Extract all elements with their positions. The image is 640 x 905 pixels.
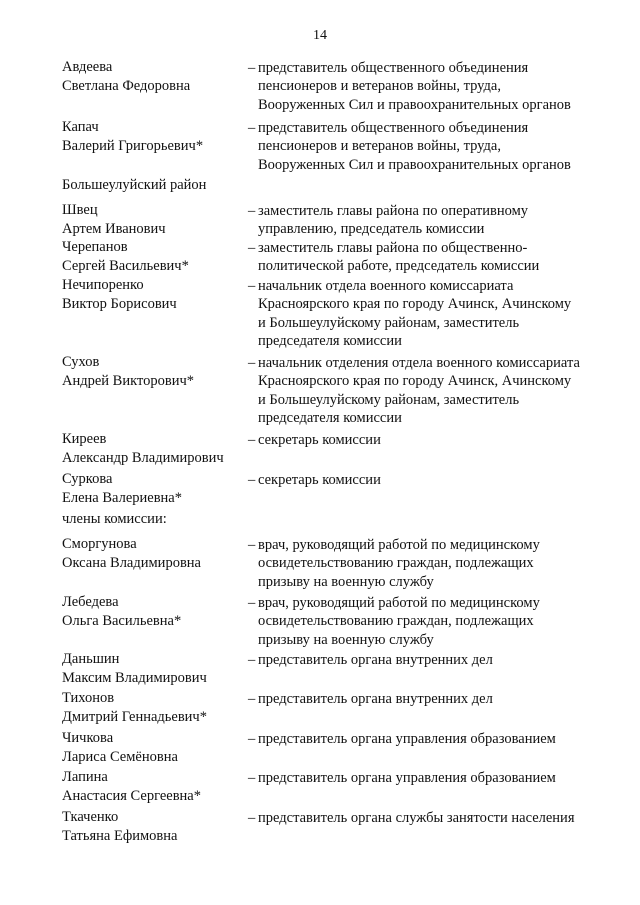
member-name: Сморгунова Оксана Владимировна (62, 536, 201, 571)
member-name: Авдеева Светлана Федоровна (62, 59, 191, 94)
member-role: – представитель органа управления образованием (248, 731, 556, 747)
member-name: Капач Валерий Григорьевич* (62, 119, 204, 154)
member-name: Даньшин Максим Владимирович (62, 651, 207, 686)
member-role: – представитель органа внутренних дел (248, 652, 493, 668)
member-name: Лапина Анастасия Сергеевна* (62, 769, 201, 804)
member-name: Киреев Александр Владимирович (62, 431, 224, 466)
member-name: Сухов Андрей Викторович* (62, 354, 195, 389)
page-number: 14 (313, 28, 327, 43)
member-name: Лебедева Ольга Васильевна* (62, 594, 182, 629)
member-role: – заместитель главы района по общественно- политической работе, председатель комиссии (248, 240, 540, 275)
member-name: Ткаченко Татьяна Ефимовна (62, 809, 178, 844)
section-heading-members: члены комиссии: (62, 511, 167, 527)
section-heading-district: Большеулуйский район (62, 177, 207, 193)
member-role: – представитель общественного объединения пенсионеров и ветеранов войны, труда, Вооруженных Сил и правоохранительных органов (248, 60, 571, 113)
member-role: – представитель общественного объединения пенсионеров и ветеранов войны, труда, Вооруженных Сил и правоохранительных органов (248, 120, 571, 173)
member-role: – секретарь комиссии (248, 472, 381, 488)
member-name: Чичкова Лариса Семёновна (62, 730, 178, 765)
member-name: Швец Артем Иванович (62, 202, 166, 237)
member-role: – представитель органа управления образованием (248, 770, 556, 786)
member-name: Черепанов Сергей Васильевич* (62, 239, 189, 274)
member-role: – представитель органа службы занятости населения (248, 810, 575, 826)
member-name: Нечипоренко Виктор Борисович (62, 277, 177, 312)
member-role: – начальник отделения отдела военного комиссариата Красноярского края по городу Ачинск, Ачинскому и Большеулуйскому районам, заместитель председателя комиссии (248, 355, 580, 426)
member-role: – заместитель главы района по оперативному управлению, председатель комиссии (248, 203, 529, 238)
member-role: – врач, руководящий работой по медицинскому освидетельствованию граждан, подлежащих призыву на военную службу (248, 537, 540, 590)
member-name: Суркова Елена Валериевна* (62, 471, 182, 506)
member-role: – врач, руководящий работой по медицинскому освидетельствованию граждан, подлежащих призыву на военную службу (248, 595, 540, 648)
member-role: – представитель органа внутренних дел (248, 691, 493, 707)
member-name: Тихонов Дмитрий Геннадьевич* (62, 690, 207, 725)
member-role: – начальник отдела военного комиссариата Красноярского края по городу Ачинск, Ачинскому и Большеулуйскому районам, заместитель председателя комиссии (248, 278, 572, 349)
member-role: – секретарь комиссии (248, 432, 381, 448)
